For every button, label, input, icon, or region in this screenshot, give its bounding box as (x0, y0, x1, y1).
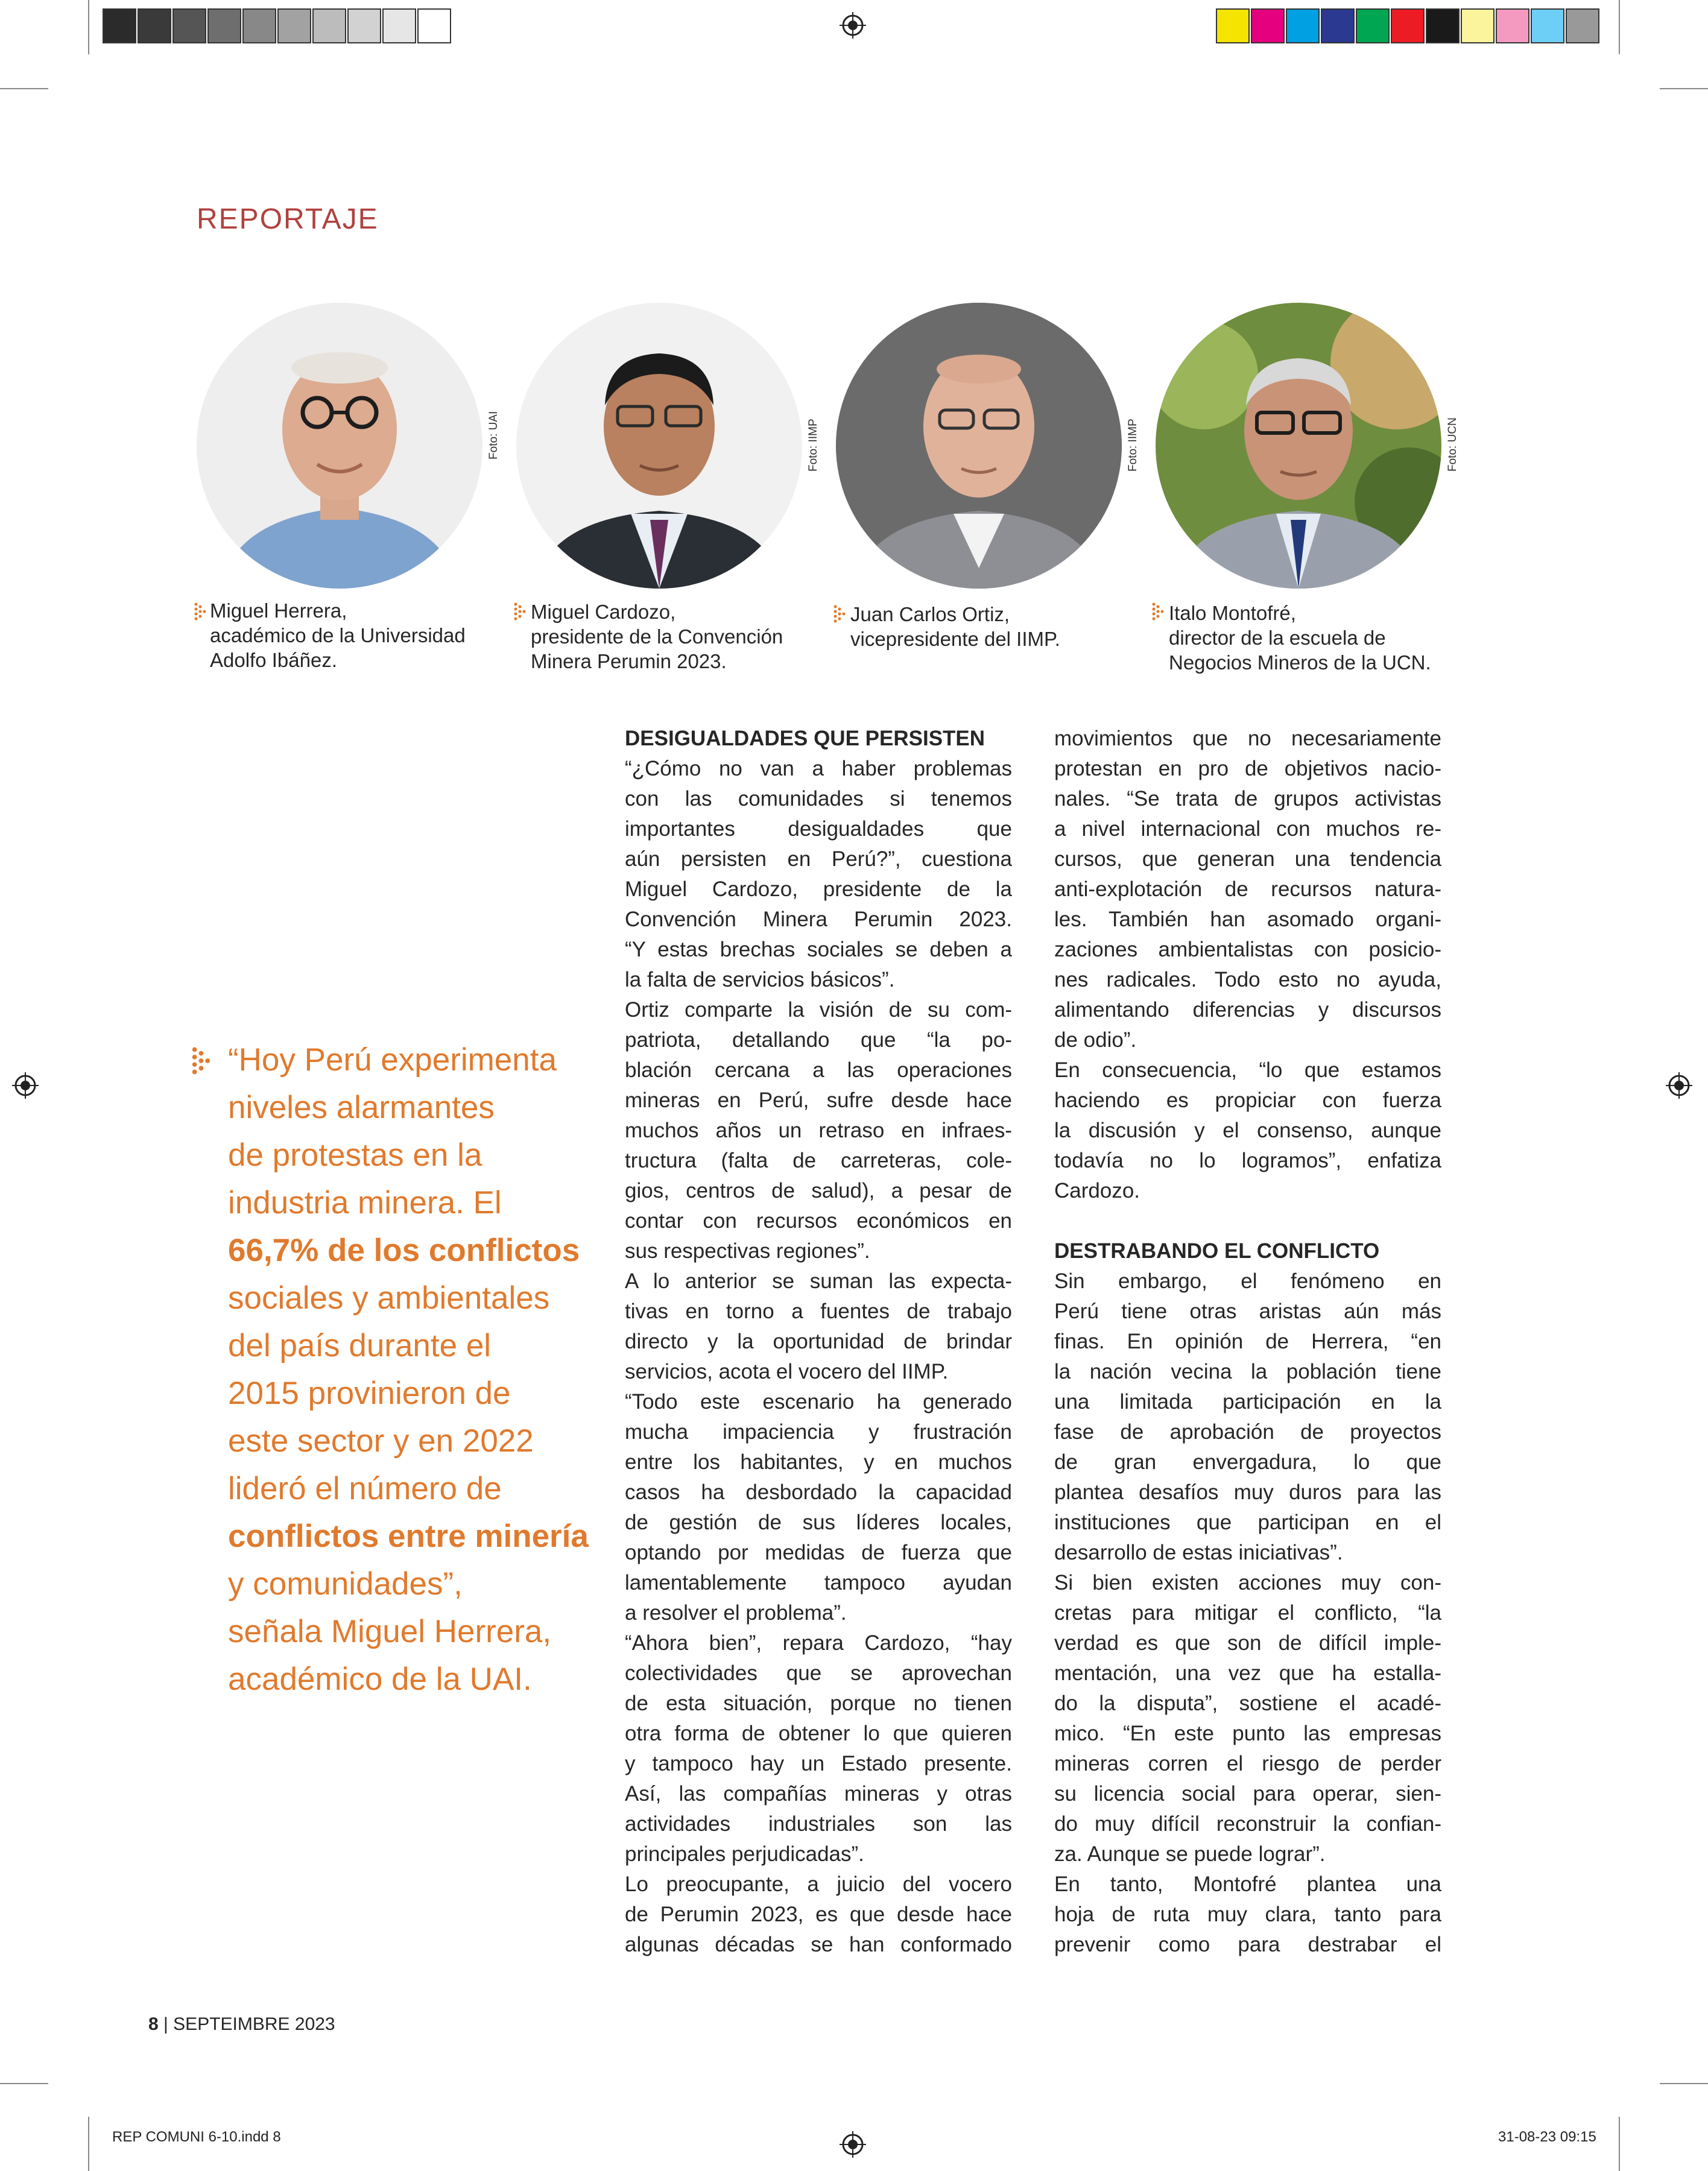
portrait-photo-ortiz (836, 303, 1122, 589)
body-text-line: sus respectivas regiones”. (625, 1239, 870, 1263)
body-text-line: muchos años un retraso en infraes- (625, 1119, 1012, 1142)
body-text-line: mentación, una vez que ha estalla- (1054, 1661, 1441, 1685)
crop-mark (1619, 0, 1620, 54)
caption-montofre: Italo Montofré, director de la escuela de Negocios Mineros de la UCN. (1169, 602, 1431, 674)
body-text-line: Convención Minera Perumin 2023. (625, 908, 1012, 931)
body-text-line: movimientos que no necesariamente (1054, 727, 1441, 750)
body-text-line: blación cercana a las operaciones (625, 1058, 1012, 1082)
body-text-line: contar con recursos económicos en (625, 1209, 1012, 1233)
gray-color-bar (103, 8, 452, 43)
caption-ortiz: Juan Carlos Ortiz, vicepresidente del IIMP. (850, 603, 1060, 650)
body-text-line: Ortiz comparte la visión de su com- (625, 998, 1012, 1022)
body-text-line: colectividades que se aprovechan (625, 1661, 1012, 1685)
color-swatch (1566, 8, 1599, 43)
crop-mark (88, 2117, 89, 2171)
crop-mark (0, 88, 48, 89)
body-text-line: de odio”. (1054, 1028, 1137, 1052)
color-swatch (242, 8, 276, 43)
body-text-line: nes radicales. Todo esto no ayuda, (1054, 968, 1441, 991)
color-swatch (1461, 8, 1494, 43)
paragraph-gap (1054, 1206, 1441, 1236)
body-text-line: optando por medidas de fuerza que (625, 1541, 1012, 1564)
body-text-line: “Ahora bien”, repara Cardozo, “hay (625, 1631, 1012, 1655)
page-number: 8 (148, 2014, 159, 2034)
body-text-line: la discusión y el consenso, aunque (1054, 1119, 1441, 1142)
body-text-line: Sin embargo, el fenómeno en (1054, 1269, 1441, 1293)
color-swatch (1321, 8, 1355, 43)
body-text-line: “¿Cómo no van a haber problemas (625, 757, 1012, 780)
dotted-arrow-bullet-icon (514, 602, 527, 621)
body-text-line: con las comunidades si tenemos (625, 787, 1012, 811)
body-text-line: mineras en Perú, sufre desde hace (625, 1089, 1012, 1112)
photo-credit: Foto: UCN (1446, 417, 1459, 472)
page-footer (148, 2014, 335, 2035)
body-text-line: aún persisten en Perú?”, cuestiona (625, 847, 1012, 871)
color-swatch (1251, 8, 1285, 43)
body-text-line: servicios, acota el vocero del IIMP. (625, 1360, 949, 1383)
color-swatch (382, 8, 416, 43)
article-column-2 (1054, 724, 1441, 1960)
color-swatch (347, 8, 381, 43)
body-text-line: la falta de servicios básicos”. (625, 968, 895, 991)
article-column-1 (625, 724, 1012, 1960)
crop-mark (1660, 88, 1708, 89)
body-text-line: plantea desafíos muy duros para las (1054, 1481, 1441, 1504)
portrait-photo-montofre (1156, 303, 1441, 589)
body-text-line: do muy difícil reconstruir la confian- (1054, 1812, 1441, 1836)
body-text-line: a nivel internacional con muchos re- (1054, 817, 1441, 841)
section-heading: DESTRABANDO EL CONFLICTO (1054, 1239, 1380, 1263)
body-text-line: a resolver el problema”. (625, 1601, 847, 1625)
body-text-line: su licencia social para operar, sien- (1054, 1782, 1441, 1806)
color-swatch (1531, 8, 1564, 43)
color-swatch (1426, 8, 1460, 43)
body-text-line: prevenir como para destrabar el (1054, 1933, 1441, 1956)
dotted-arrow-bullet-icon (192, 1046, 212, 1076)
crop-mark (1660, 2083, 1708, 2084)
body-text-line: fase de aprobación de proyectos (1054, 1420, 1441, 1444)
body-text-line: y tampoco hay un Estado presente. (625, 1752, 1012, 1775)
body-text-line: la nación vecina la población tiene (1054, 1360, 1441, 1383)
registration-mark-icon (12, 1072, 39, 1099)
color-swatch (138, 8, 171, 43)
indd-slug-file: REP COMUNI 6-10.indd 8 (112, 2129, 281, 2145)
body-text-line: de gran envergadura, lo que (1054, 1450, 1441, 1474)
dotted-arrow-bullet-icon (194, 602, 207, 621)
body-text-line: hoja de ruta muy clara, tanto para (1054, 1903, 1441, 1926)
body-text-line: nales. “Se trata de grupos activistas (1054, 787, 1441, 811)
body-text-line: de Perumin 2023, es que desde hace (625, 1903, 1012, 1926)
body-text-line: Si bien existen acciones muy con- (1054, 1571, 1441, 1594)
body-text-line: haciendo es propiciar con fuerza (1054, 1089, 1441, 1112)
body-text-line: Lo preocupante, a juicio del vocero (625, 1872, 1012, 1896)
body-text-line: otra forma de obtener lo que quieren (625, 1722, 1012, 1745)
body-text-line: casos ha desbordado la capacidad (625, 1481, 1012, 1504)
body-text-line: Así, las compañías mineras y otras (625, 1782, 1012, 1806)
body-text-line: mineras corren el riesgo de perder (1054, 1752, 1441, 1775)
body-text-line: de esta situación, porque no tienen (625, 1692, 1012, 1715)
color-swatch (417, 8, 451, 43)
pull-quote: “Hoy Perú experimenta niveles alarmantes de protestas en la industria minera. El 66,7% de los conflictos sociales y ambientales del país durante el 2015 provinieron de este sector y en 2022 lideró el número de conflictos entre minería y comunidades”, señala Miguel Herrera, académico de la UAI. (228, 1042, 589, 1697)
body-text-line: A lo anterior se suman las expecta- (625, 1269, 1012, 1293)
body-text-line: mucha impaciencia y frustración (625, 1420, 1012, 1444)
body-text-line: desarrollo de estas iniciativas”. (1054, 1541, 1343, 1564)
body-text-line: Perú tiene otras aristas aún más (1054, 1300, 1441, 1323)
body-text-line: actividades industriales son las (625, 1812, 1012, 1836)
dotted-arrow-bullet-icon (833, 604, 847, 624)
body-text-line: entre los habitantes, y en muchos (625, 1450, 1012, 1474)
section-label: REPORTAJE (197, 203, 379, 235)
body-text-line: Miguel Cardozo, presidente de la (625, 877, 1012, 901)
caption-herrera: Miguel Herrera, académico de la Universidad Adolfo Ibáñez. (210, 599, 466, 671)
body-text-line: una limitada participación en la (1054, 1390, 1441, 1414)
body-text-line: alimentando diferencias y discursos (1054, 998, 1441, 1022)
section-heading: DESIGUALDADES QUE PERSISTEN (625, 727, 985, 750)
body-text-line: protestan en pro de objetivos nacio- (1054, 757, 1441, 780)
body-text-line: finas. En opinión de Herrera, “en (1054, 1330, 1441, 1353)
body-text-line: za. Aunque se puede lograr”. (1054, 1842, 1326, 1866)
body-text-line: do la disputa”, sostiene el acadé- (1054, 1692, 1441, 1715)
body-text-line: tructura (falta de carreteras, cole- (625, 1149, 1012, 1172)
caption-cardozo: Miguel Cardozo, presidente de la Convención Minera Perumin 2023. (531, 601, 783, 672)
body-text-line: tivas en torno a fuentes de trabajo (625, 1300, 1012, 1323)
body-text-line: Cardozo. (1054, 1179, 1140, 1202)
dotted-arrow-bullet-icon (1152, 602, 1165, 621)
body-text-line: patriota, detallando que “la po- (625, 1028, 1012, 1052)
color-swatch (312, 8, 346, 43)
body-text-line: En consecuencia, “lo que estamos (1054, 1058, 1441, 1082)
photo-credit: Foto: UAI (487, 411, 500, 460)
photo-credit: Foto: IIMP (807, 419, 820, 472)
registration-mark-icon (840, 2131, 866, 2158)
registration-mark-icon (1666, 1072, 1692, 1099)
body-text-line: zaciones ambientalistas con posicio- (1054, 938, 1441, 961)
color-swatch (277, 8, 311, 43)
color-swatch (172, 8, 206, 43)
footer-divider: | (163, 2014, 174, 2034)
photo-credit: Foto: IIMP (1127, 419, 1139, 472)
body-text-line: gios, centros de salud), a pesar de (625, 1179, 1012, 1202)
body-text-line: directo y la oportunidad de brindar (625, 1330, 1012, 1353)
portrait-photo-cardozo (516, 303, 802, 589)
color-swatch (1496, 8, 1529, 43)
body-text-line: todavía no lo logramos”, enfatiza (1054, 1149, 1441, 1172)
body-text-line: verdad es que son de difícil imple- (1054, 1631, 1441, 1655)
crop-mark (1619, 2117, 1620, 2171)
body-text-line: “Y estas brechas sociales se deben a (625, 938, 1012, 961)
body-text-line: de gestión de sus líderes locales, (625, 1511, 1012, 1534)
body-text-line: cursos, que generan una tendencia (1054, 847, 1441, 871)
registration-mark-icon (840, 12, 866, 39)
body-text-line: lamentablemente tampoco ayudan (625, 1571, 1012, 1594)
body-text-line: algunas décadas se han conformado (625, 1933, 1012, 1956)
body-text-line: les. También han asomado organi- (1054, 908, 1441, 931)
body-text-line: mico. “En este punto las empresas (1054, 1722, 1441, 1745)
body-text-line: anti-explotación de recursos natura- (1054, 877, 1441, 901)
color-swatch (1356, 8, 1390, 43)
body-text-line: cretas para mitigar el conflicto, “la (1054, 1601, 1441, 1625)
body-text-line: instituciones que participan en el (1054, 1511, 1441, 1534)
color-swatch (207, 8, 241, 43)
body-text-line: “Todo este escenario ha generado (625, 1390, 1012, 1414)
color-swatch (103, 8, 136, 43)
indd-slug-date: 31-08-23 09:15 (1498, 2129, 1596, 2145)
crop-mark (0, 2083, 48, 2084)
portrait-photo-herrera (197, 303, 482, 589)
body-text-line: principales perjudicadas”. (625, 1842, 864, 1866)
body-text-line: importantes desigualdades que (625, 817, 1012, 841)
issue-date: SEPTEIMBRE 2023 (173, 2014, 335, 2034)
cmyk-color-bar (1216, 8, 1601, 43)
color-swatch (1286, 8, 1320, 43)
color-swatch (1216, 8, 1250, 43)
crop-mark (88, 0, 89, 54)
color-swatch (1391, 8, 1425, 43)
body-text-line: En tanto, Montofré plantea una (1054, 1872, 1441, 1896)
